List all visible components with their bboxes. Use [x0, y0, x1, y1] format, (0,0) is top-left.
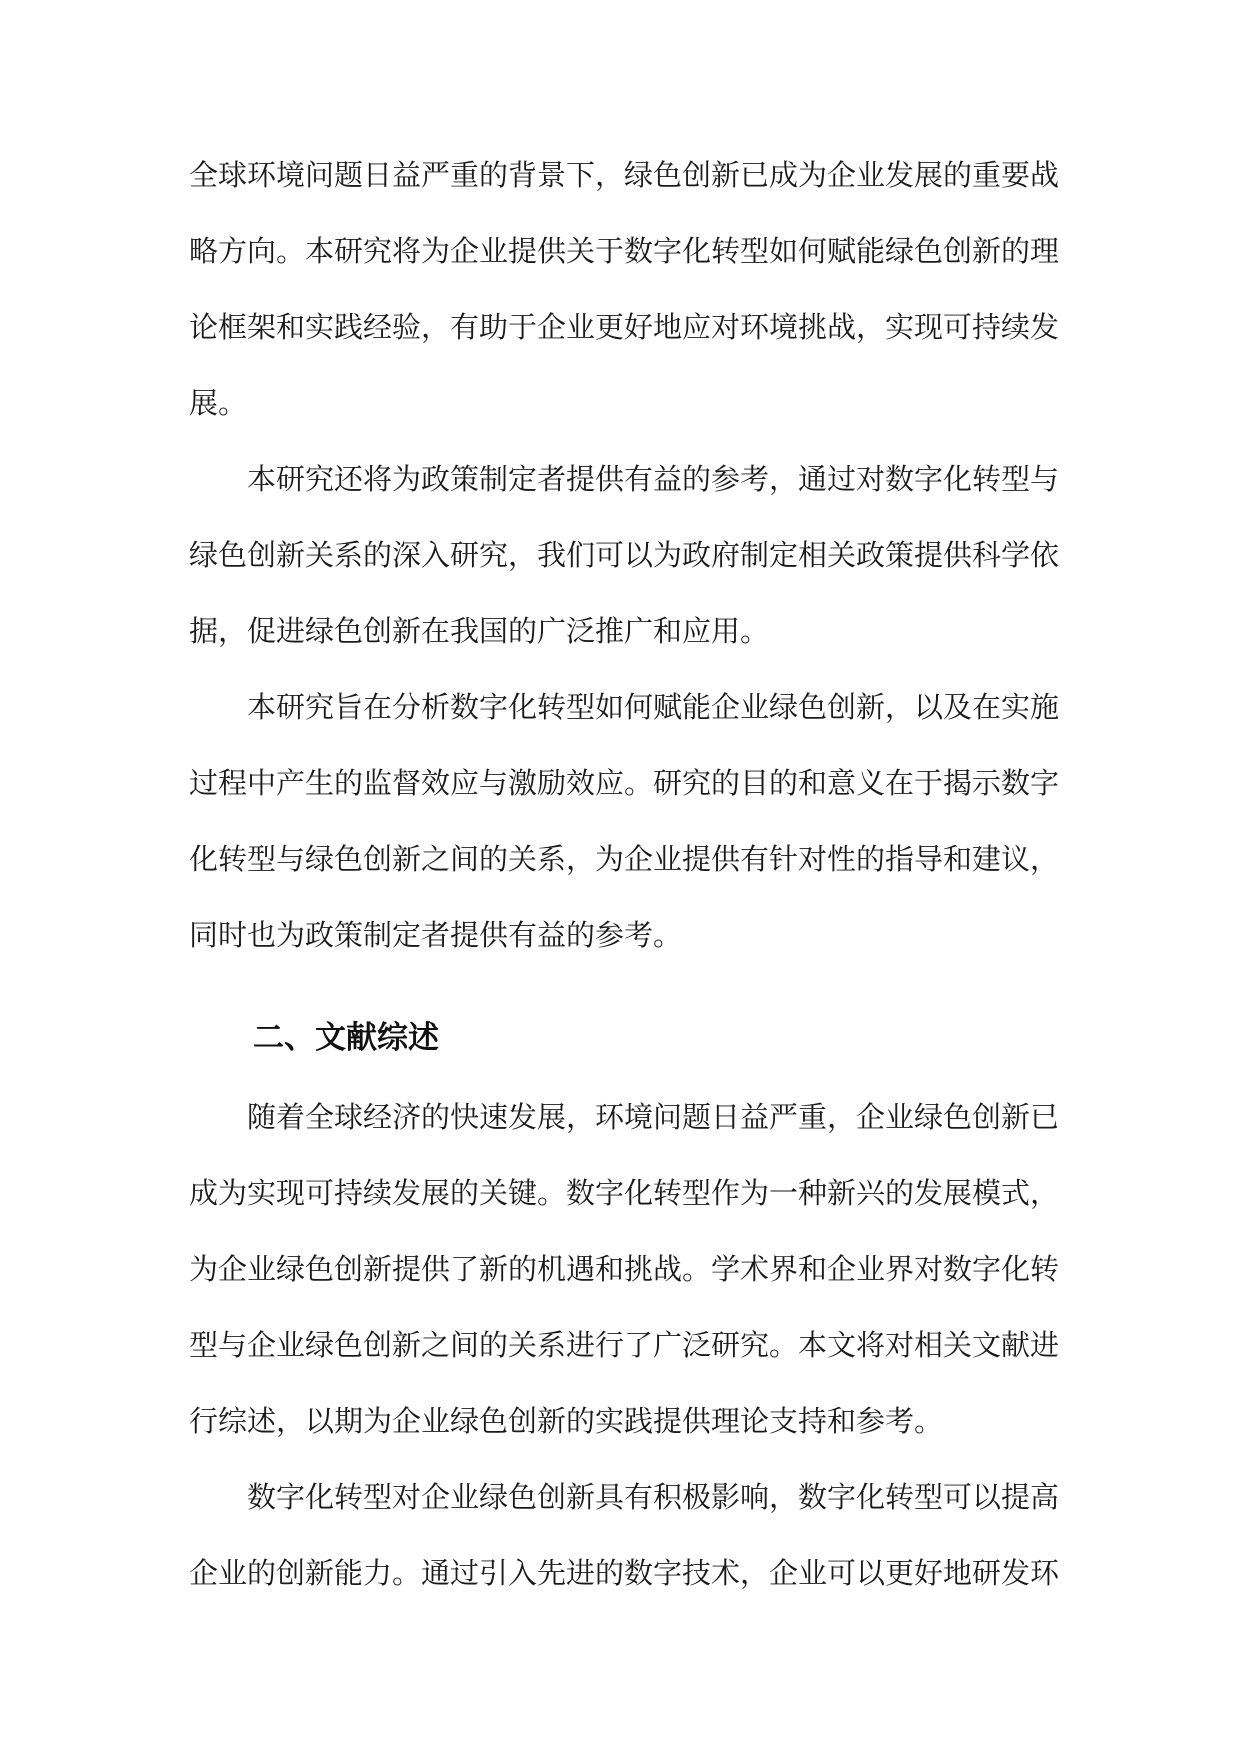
- paragraph-line: 企业的创新能力。通过引入先进的数字技术，企业可以更好地研发环: [189, 1556, 1060, 1590]
- paragraph-line: 同时也为政策制定者提供有益的参考。: [189, 918, 683, 952]
- paragraph-line: 本研究还将为政策制定者提供有益的参考，通过对数字化转型与: [247, 462, 1060, 496]
- paragraph-line: 行综述，以期为企业绿色创新的实践提供理论支持和参考。: [189, 1404, 944, 1438]
- paragraph-line: 数字化转型对企业绿色创新具有积极影响，数字化转型可以提高: [247, 1480, 1060, 1514]
- paragraph-line: 展。: [189, 386, 248, 420]
- paragraph-line: 过程中产生的监督效应与激励效应。研究的目的和意义在于揭示数字: [189, 766, 1060, 800]
- paragraph-line: 本研究旨在分析数字化转型如何赋能企业绿色创新，以及在实施: [247, 690, 1060, 724]
- paragraph-line: 论框架和实践经验，有助于企业更好地应对环境挑战，实现可持续发: [189, 310, 1060, 344]
- section-heading: 二、文献综述: [253, 1020, 439, 1056]
- paragraph-line: 随着全球经济的快速发展，环境问题日益严重，企业绿色创新已: [247, 1100, 1060, 1134]
- paragraph-line: 为企业绿色创新提供了新的机遇和挑战。学术界和企业界对数字化转: [189, 1252, 1060, 1286]
- paragraph-line: 略方向。本研究将为企业提供关于数字化转型如何赋能绿色创新的理: [189, 234, 1060, 268]
- paragraph-line: 全球环境问题日益严重的背景下，绿色创新已成为企业发展的重要战: [189, 158, 1060, 192]
- paragraph-line: 化转型与绿色创新之间的关系，为企业提供有针对性的指导和建议，: [189, 842, 1060, 876]
- paragraph-line: 型与企业绿色创新之间的关系进行了广泛研究。本文将对相关文献进: [189, 1328, 1060, 1362]
- paragraph-line: 绿色创新关系的深入研究，我们可以为政府制定相关政策提供科学依: [189, 538, 1060, 572]
- paragraph-line: 成为实现可持续发展的关键。数字化转型作为一种新兴的发展模式，: [189, 1176, 1060, 1210]
- paragraph-line: 据，促进绿色创新在我国的广泛推广和应用。: [189, 614, 770, 648]
